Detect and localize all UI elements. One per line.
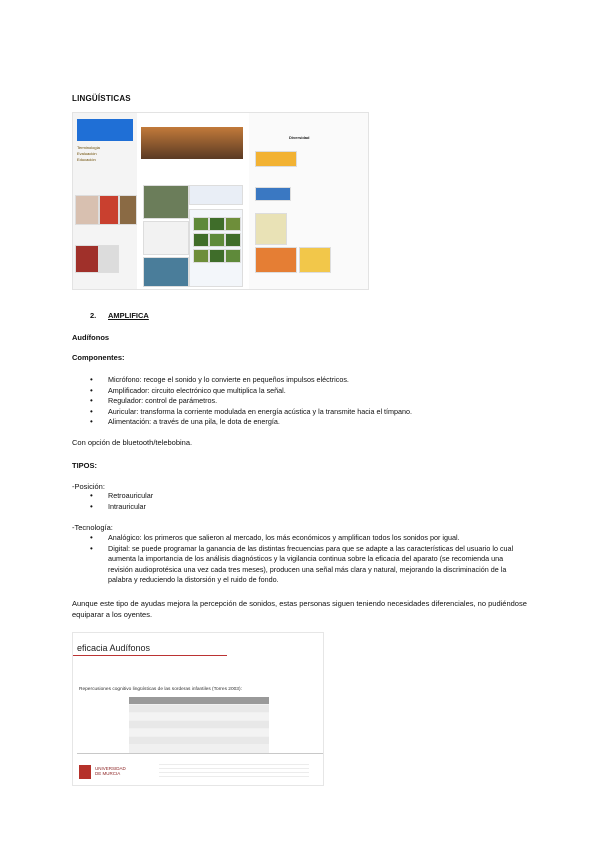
slide-line: Repercusiones cognitivo lingüísticas de las sorderas infantiles (Torres 2003): <box>79 687 242 692</box>
slide-title-rule <box>73 655 227 656</box>
section-heading: LINGÜÍSTICAS <box>72 94 131 103</box>
slide-image <box>72 632 324 786</box>
types-heading: TIPOS: <box>72 461 98 470</box>
section-number: 2. <box>90 311 97 320</box>
list-item: • Alimentación: a través de una pila, le dota de energía. <box>90 417 530 428</box>
position-heading: -Posición: <box>72 482 105 491</box>
collage-middle-panel <box>141 113 243 289</box>
slide-footnote <box>159 761 309 779</box>
list-item: • Intrauricular <box>90 502 390 513</box>
components-heading: Componentes: <box>72 353 125 362</box>
list-item: • Retroauricular <box>90 491 390 502</box>
technologies-list <box>90 533 520 586</box>
collage-blue-banner <box>77 119 133 141</box>
list-item: • Auricular: transforma la corriente modulada en energía acústica y la transmite hacia el tímpano. <box>90 407 530 418</box>
collage-right-title: Diversidad <box>289 135 310 140</box>
resources-collage-image <box>72 112 369 290</box>
device-heading: Audífonos <box>72 333 110 342</box>
slide-footer-rule <box>77 753 323 754</box>
positions-list <box>90 491 390 512</box>
closing-paragraph: Aunque este tipo de ayudas mejora la percepción de sonidos, estas personas siguen teniendo necesidades diferenciales, no pudiéndose equiparar a los oyentes. <box>72 599 527 619</box>
collage-photo-banner <box>141 127 243 159</box>
university-seal-icon <box>79 765 91 779</box>
list-item: • Micrófono: recoge el sonido y lo convierte en pequeños impulsos eléctricos. <box>90 375 530 386</box>
components-list <box>90 375 530 428</box>
section-title: AMPLIFICA <box>108 311 149 320</box>
slide-table <box>129 697 269 753</box>
university-logo: UNIVERSIDAD DE MURCIA <box>95 766 126 776</box>
technology-heading: -Tecnología: <box>72 523 113 532</box>
slide-title: eficacia Audífonos <box>77 643 151 653</box>
list-item: • Digital: se puede programar la ganancia de las distintas frecuencias para que se adapte a las características del usuario lo cual aumenta la importancia de los análisis diagnósticos y la vigilancia continua sobre la eficacia del aparato (se recomienda una revisión audioprotésica una vez cada tres meses), producen una señal más clara y natural, mejorando la discriminación de la palabra y reduciendo la distorsión y el ruido de fondo. <box>90 544 520 586</box>
collage-right-panel <box>249 113 368 289</box>
list-item: • Regulador: control de parámetros. <box>90 396 530 407</box>
collage-left-item: Terminología <box>77 145 100 150</box>
collage-left-item: Educación <box>77 157 96 162</box>
list-item: • Amplificador: circuito electrónico que multiplica la señal. <box>90 386 530 397</box>
collage-left-item: Evaluación <box>77 151 97 156</box>
bluetooth-note: Con opción de bluetooth/telebobina. <box>72 438 193 447</box>
list-item: • Analógico: los primeros que salieron al mercado, los más económicos y amplifican todos los sonidos por igual. <box>90 533 520 544</box>
collage-left-panel <box>73 113 137 289</box>
